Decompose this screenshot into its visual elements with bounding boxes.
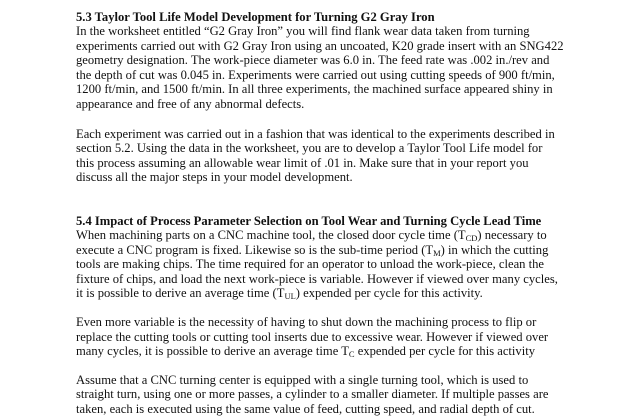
text-line: taken, each is executed using the same value of feed, cutting speed, and radial depth of cut. (76, 401, 535, 416)
text-line: Each experiment was carried out in a fashion that was identical to the experiments described in (76, 126, 555, 141)
text-line: section 5.2. Using the data in the worksheet, you are to develop a Taylor Tool Life model for (76, 141, 543, 156)
subscript-c: C (348, 349, 355, 360)
text-line: replace the cutting tools or cutting tool inserts due to excessive wear. However if viewed over (76, 329, 549, 344)
text-run: execute a CNC program is fixed. Likewise so is the sub-time period (T (76, 242, 434, 257)
text-line: straight turn, using one or more passes, a cylinder to a smaller diameter. If multiple passes are (76, 387, 549, 402)
subscript-ul: UL (284, 291, 296, 302)
section-5-4-paragraph-1 (76, 228, 636, 301)
text-run: it is possible to derive an average time (T (76, 286, 285, 301)
text-line (76, 243, 636, 258)
text-line (76, 344, 636, 359)
text-run: ) necessary to (477, 227, 547, 242)
text-line: this process assuming an allowable wear limit of .01 in. Make sure that in your report you (76, 155, 529, 170)
text-line: experiments carried out with G2 Gray Iron using an uncoated, K20 grade insert with an SNG422 (76, 38, 564, 53)
subscript-cd: CD (465, 232, 478, 243)
text-run: many cycles, it is possible to derive an average time T (76, 344, 349, 359)
text-line: geometry designation. The work-piece diameter was 6.0 in. The feed rate was .002 in./rev and (76, 53, 550, 68)
text-run: ) in which the cutting (440, 242, 549, 257)
section-5-4-heading: 5.4 Impact of Process Parameter Selection on Tool Wear and Turning Cycle Lead Time (76, 213, 542, 228)
text-line (76, 228, 636, 243)
text-line: 1200 ft/min, and 1500 ft/min. In all three experiments, the machined surface appeared shiny in (76, 82, 553, 97)
text-run: expended per cycle for this activity (354, 344, 536, 359)
section-5-3-heading: 5.3 Taylor Tool Life Model Development for Turning G2 Gray Iron (76, 10, 435, 24)
section-5-4-paragraph-3 (76, 373, 636, 417)
text-line: Assume that a CNC turning center is equipped with a single turning tool, which is used to (76, 372, 529, 387)
section-5-3-paragraph-2 (76, 127, 636, 185)
text-line: appearance and free of any abnormal defects. (76, 96, 305, 111)
subscript-m: M (433, 247, 441, 258)
text-line (76, 286, 636, 301)
text-run: ) expended per cycle for this activity. (295, 286, 483, 301)
text-line: In the worksheet entitled “G2 Gray Iron” you will find flank wear data taken from turning (76, 24, 530, 38)
section-5-4-paragraph-2 (76, 315, 636, 359)
text-line: the depth of cut was 0.045 in. Experiments were carried out using cutting speeds of 900 ft/min, (76, 67, 555, 82)
section-5-3-paragraph-1 (76, 24, 636, 112)
text-line: fixture of chips, and load the next work-piece is variable. However if viewed over many cycles, (76, 271, 558, 286)
document-page (76, 10, 636, 416)
text-line: Even more variable is the necessity of having to shut down the machining process to flip or (76, 314, 537, 329)
text-line: discuss all the major steps in your model development. (76, 170, 353, 185)
text-run: When machining parts on a CNC machine tool, the closed door cycle time (T (76, 227, 466, 242)
text-line: tools are making chips. The time required for an operator to unload the work-piece, clean the (76, 257, 545, 272)
